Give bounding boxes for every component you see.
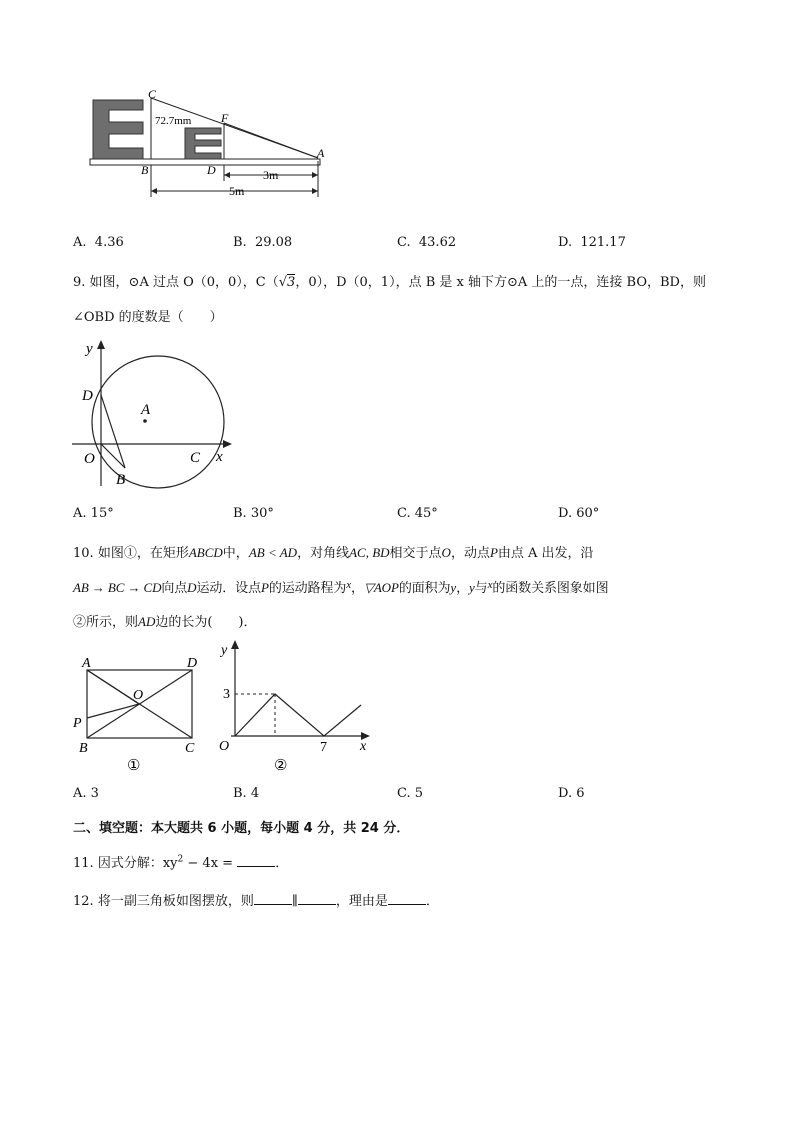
q12-blank-3[interactable] (388, 892, 426, 905)
label-p: P (73, 716, 82, 731)
q8-option-b[interactable]: B. 29.08 (233, 235, 293, 250)
q10-question-line3: ②所示，则AD边的长为( )． (73, 614, 257, 630)
label-7: 7 (320, 740, 327, 755)
label-b: B (116, 472, 126, 488)
q9-question-line1: 9. 如图，⊙A 过点 O（0，0），C（√3，0），D（0，1），点 B 是 x 轴下方⊙A 上的一点，连接 BO，BD，则 (73, 275, 706, 290)
section-2-heading: 二、填空题：本大题共 6 小题，每小题 4 分，共 24 分． (73, 821, 410, 836)
q9-figure (70, 338, 240, 490)
q12-blank-2[interactable] (298, 892, 336, 905)
label-5m: 5m (229, 184, 245, 198)
label-d: D (207, 163, 216, 177)
q8-option-a[interactable]: A. 4.36 (73, 235, 124, 250)
q11-question: 11. 因式分解：$xy^2 - 4x$ = ． (73, 854, 289, 871)
label-y: y (86, 341, 93, 357)
q10-question-line2: AB → BC → CD向点D运动．设点P的运动路程为$^x$，▽AOP的面积为y，y与$^x$的函数关系图象如图 (73, 579, 609, 596)
q9-option-b[interactable]: B. 30° (233, 506, 274, 521)
q9-option-d[interactable]: D. 60° (558, 506, 600, 521)
label-c: C (148, 87, 157, 101)
q10-option-d[interactable]: D. 6 (558, 786, 585, 801)
q8-figure (85, 86, 335, 201)
big-e-chart (93, 100, 143, 159)
q10-figure-rectangle (70, 652, 210, 774)
line-fa (224, 123, 318, 158)
label-o: O (84, 451, 95, 467)
q10-question-line1: 10. 如图①，在矩形ABCD中，AB < AD，对角线AC, BD相交于点O，动点P由点 A 出发，沿 (73, 545, 594, 561)
q10-figure-graph (213, 638, 378, 774)
q9-option-a[interactable]: A. 15° (73, 506, 114, 521)
q9-option-c[interactable]: C. 45° (397, 506, 438, 521)
q8-option-c[interactable]: C. 43.62 (397, 235, 457, 250)
q9-question-line2: ∠OBD 的度数是（ ） (73, 310, 223, 325)
graph-line (235, 694, 361, 736)
label-d: D (187, 656, 198, 671)
label-f: F (221, 111, 229, 125)
label-y: y (221, 643, 228, 658)
caption-2: ② (274, 758, 288, 774)
q10-option-b[interactable]: B. 4 (233, 786, 260, 801)
label-a: A (141, 402, 151, 418)
q12-question: 12. 将一副三角板如图摆放，则 ∥ ，理由是 ． (73, 894, 439, 909)
q10-option-c[interactable]: C. 5 (397, 786, 424, 801)
label-o: O (219, 739, 230, 754)
circle-a (92, 356, 224, 488)
ground-bar (90, 159, 320, 165)
label-a: A (317, 146, 325, 160)
label-c: C (185, 741, 195, 756)
label-c: C (190, 450, 201, 466)
label-3m: 3m (263, 168, 279, 182)
q11-answer-blank[interactable] (237, 854, 275, 867)
caption-1: ① (127, 758, 141, 774)
q8-option-d[interactable]: D. 121.17 (558, 235, 626, 250)
q10-option-a[interactable]: A. 3 (73, 786, 99, 801)
label-size: 72.7mm (155, 115, 192, 127)
label-x: x (216, 449, 223, 465)
line-db (101, 395, 125, 468)
label-3: 3 (223, 687, 230, 702)
small-e-chart (185, 128, 221, 159)
center-a-dot (143, 419, 147, 423)
sqrt-3: √3 (278, 275, 296, 290)
label-o: O (133, 688, 144, 703)
label-b: B (141, 163, 149, 177)
label-x: x (360, 739, 367, 754)
label-b: B (79, 741, 88, 756)
q12-blank-1[interactable] (254, 892, 292, 905)
label-a: A (82, 656, 91, 671)
line-po (87, 704, 139, 718)
label-d: D (82, 388, 93, 404)
